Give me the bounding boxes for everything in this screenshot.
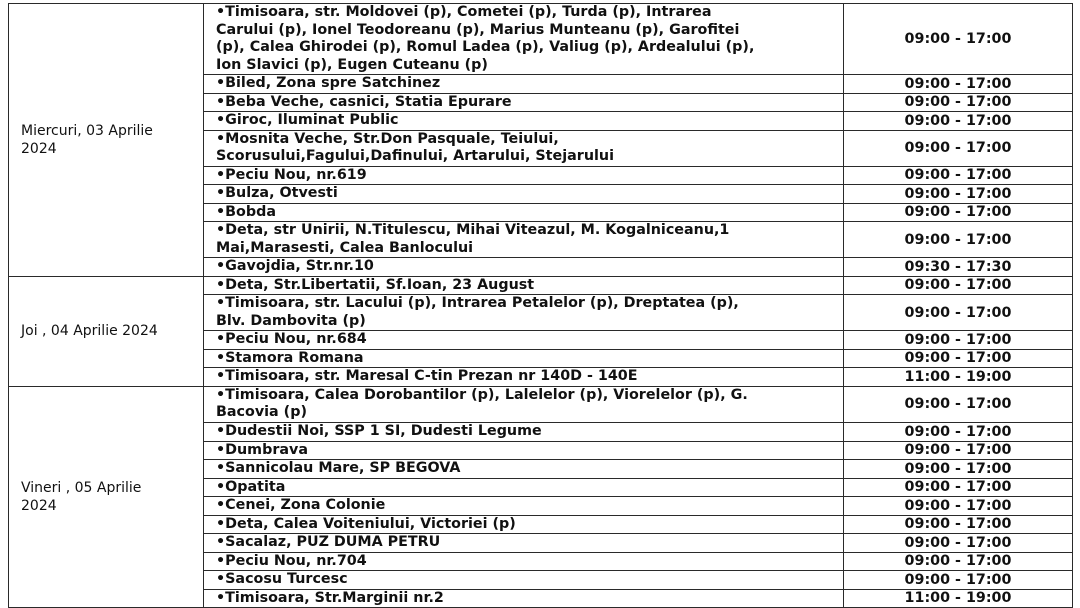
location-cell (204, 349, 844, 368)
location-line: Bacovia (p) (216, 404, 307, 420)
location-line: •Beba Veche, casnici, Statia Epurare (216, 93, 512, 110)
location-line: Scorusului,Fagului,Dafinului, Artarului, Stejarului (216, 148, 614, 164)
location-line: •Bobda (216, 203, 276, 220)
hours-cell: 09:00 - 17:00 (844, 75, 1073, 94)
hours-cell: 09:00 - 17:00 (844, 4, 1073, 75)
location-line: •Timisoara, Calea Dorobantilor (p), Lalelelor (p), Viorelelor (p), G. (216, 386, 748, 403)
hours-cell: 09:00 - 17:00 (844, 331, 1073, 350)
location-cell (204, 534, 844, 553)
location-line: •Biled, Zona spre Satchinez (216, 75, 441, 91)
location-cell (204, 478, 844, 497)
outage-schedule-table (8, 3, 1073, 608)
location-line: •Deta, Calea Voiteniului, Victoriei (p) (216, 515, 516, 532)
hours-cell: 09:00 - 17:00 (844, 276, 1073, 295)
location-cell (204, 4, 844, 75)
hours-cell: 09:00 - 17:00 (844, 386, 1073, 422)
day-date-line: Joi , 04 Aprilie 2024 (21, 323, 158, 339)
location-line: •Bulza, Otvesti (216, 185, 338, 201)
location-cell (204, 386, 844, 422)
location-cell (204, 276, 844, 295)
day-date-cell (9, 276, 204, 386)
hours-cell: 09:00 - 17:00 (844, 349, 1073, 368)
hours-cell: 09:00 - 17:00 (844, 222, 1073, 258)
schedule-row (9, 276, 1073, 295)
hours-cell: 11:00 - 19:00 (844, 368, 1073, 387)
location-line: •Sacosu Turcesc (216, 571, 348, 587)
location-cell (204, 222, 844, 258)
location-cell (204, 258, 844, 277)
day-date-line: 2024 (21, 140, 57, 157)
hours-cell: 09:00 - 17:00 (844, 203, 1073, 222)
hours-cell: 09:00 - 17:00 (844, 295, 1073, 331)
location-cell (204, 295, 844, 331)
hours-cell: 09:00 - 17:00 (844, 422, 1073, 441)
location-line: Carului (p), Ionel Teodoreanu (p), Marius Munteanu (p), Garofitei (216, 21, 740, 38)
location-line: •Peciu Nou, nr.704 (216, 552, 367, 569)
location-line: Mai,Marasesti, Calea Banlocului (216, 239, 474, 256)
hours-cell: 09:00 - 17:00 (844, 571, 1073, 590)
hours-cell: 09:30 - 17:30 (844, 258, 1073, 277)
location-line: •Timisoara, Str.Marginii nr.2 (216, 589, 444, 606)
location-line: •Stamora Romana (216, 349, 364, 366)
location-cell (204, 552, 844, 571)
schedule-row (9, 4, 1073, 75)
location-cell (204, 331, 844, 350)
location-cell (204, 589, 844, 608)
location-line: •Deta, str Unirii, N.Titulescu, Mihai Viteazul, M. Kogalniceanu,1 (216, 222, 730, 238)
location-line: •Sannicolau Mare, SP BEGOVA (216, 460, 461, 476)
hours-cell: 09:00 - 17:00 (844, 93, 1073, 112)
location-line: Ion Slavici (p), Eugen Cuteanu (p) (216, 56, 488, 73)
location-cell (204, 368, 844, 387)
hours-cell: 09:00 - 17:00 (844, 460, 1073, 479)
schedule-row (9, 386, 1073, 422)
hours-cell: 09:00 - 17:00 (844, 497, 1073, 516)
location-cell (204, 166, 844, 185)
location-line: •Timisoara, str. Maresal C-tin Prezan nr 140D - 140E (216, 368, 638, 384)
hours-cell: 09:00 - 17:00 (844, 534, 1073, 553)
hours-cell: 09:00 - 17:00 (844, 478, 1073, 497)
schedule-body (9, 4, 1073, 608)
location-cell (204, 185, 844, 204)
location-line: •Opatita (216, 478, 286, 495)
day-date-line: Vineri , 05 Aprilie (21, 479, 142, 496)
location-cell (204, 515, 844, 534)
location-cell (204, 75, 844, 94)
location-cell (204, 422, 844, 441)
day-date-cell (9, 386, 204, 608)
hours-cell: 09:00 - 17:00 (844, 166, 1073, 185)
hours-cell: 09:00 - 17:00 (844, 515, 1073, 534)
location-line: •Timisoara, str. Moldovei (p), Cometei (p), Turda (p), Intrarea (216, 4, 712, 20)
location-line: •Giroc, Iluminat Public (216, 112, 399, 128)
location-line: •Deta, Str.Libertatii, Sf.Ioan, 23 August (216, 276, 535, 293)
location-cell (204, 112, 844, 131)
location-cell (204, 203, 844, 222)
hours-cell: 09:00 - 17:00 (844, 112, 1073, 131)
hours-cell: 09:00 - 17:00 (844, 441, 1073, 460)
location-cell (204, 441, 844, 460)
location-line: •Gavojdia, Str.nr.10 (216, 258, 374, 274)
location-line: Blv. Dambovita (p) (216, 312, 366, 329)
day-date-line: 2024 (21, 497, 57, 514)
location-cell (204, 93, 844, 112)
location-cell (204, 497, 844, 516)
location-line: •Peciu Nou, nr.619 (216, 166, 367, 183)
location-cell (204, 571, 844, 590)
location-line: •Dudestii Noi, SSP 1 SI, Dudesti Legume (216, 422, 542, 439)
day-date-line: Miercuri, 03 Aprilie (21, 122, 153, 139)
location-line: •Peciu Nou, nr.684 (216, 331, 367, 347)
location-cell (204, 460, 844, 479)
hours-cell: 09:00 - 17:00 (844, 130, 1073, 166)
location-line: •Cenei, Zona Colonie (216, 497, 386, 513)
location-line: (p), Calea Ghirodei (p), Romul Ladea (p), Valiug (p), Ardealului (p), (216, 39, 755, 55)
hours-cell: 11:00 - 19:00 (844, 589, 1073, 608)
hours-cell: 09:00 - 17:00 (844, 185, 1073, 204)
day-date-cell (9, 4, 204, 277)
location-line: •Timisoara, str. Lacului (p), Intrarea Petalelor (p), Dreptatea (p), (216, 295, 739, 311)
hours-cell: 09:00 - 17:00 (844, 552, 1073, 571)
location-line: •Sacalaz, PUZ DUMA PETRU (216, 534, 441, 550)
location-cell (204, 130, 844, 166)
location-line: •Dumbrava (216, 441, 308, 458)
location-line: •Mosnita Veche, Str.Don Pasquale, Teiului, (216, 130, 559, 147)
